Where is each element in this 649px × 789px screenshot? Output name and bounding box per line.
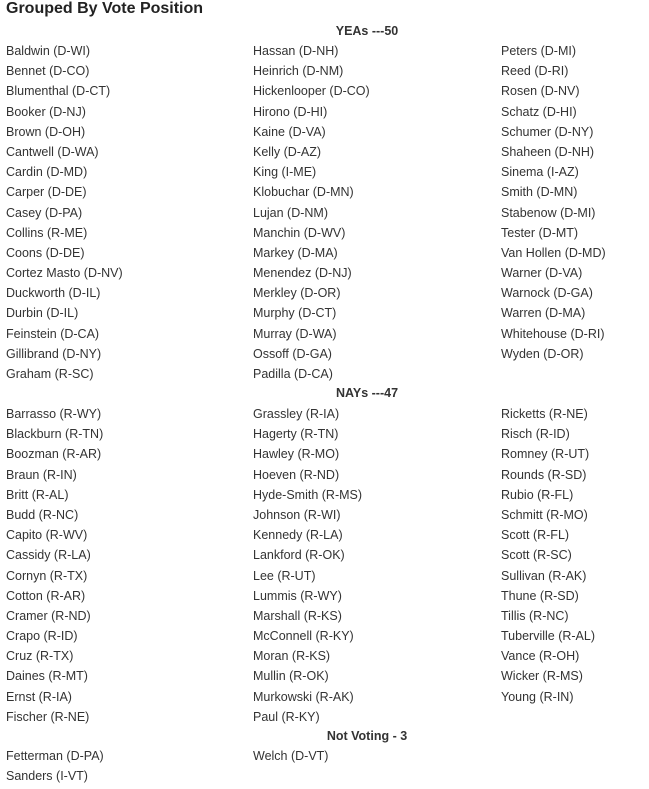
senator-name: Smith (D-MN) <box>501 185 578 200</box>
senator-name: Paul (R-KY) <box>253 709 320 724</box>
group-heading-nays: NAYs ---47 <box>335 386 399 400</box>
senator-name: Blackburn (R-TN) <box>6 427 104 442</box>
senator-name: Hirono (D-HI) <box>253 104 328 119</box>
senator-name: Manchin (D-WV) <box>253 225 346 240</box>
senator-name: Sinema (I-AZ) <box>501 165 579 180</box>
yeas-column-3 <box>501 41 649 364</box>
senator-name: Bennet (D-CO) <box>6 64 90 79</box>
senator-name: Warner (D-VA) <box>501 266 583 281</box>
senator-name: Budd (R-NC) <box>6 507 79 522</box>
senator-name: Menendez (D-NJ) <box>253 266 352 281</box>
senator-name: Collins (R-ME) <box>6 225 88 240</box>
senator-name: Capito (R-WV) <box>6 528 88 543</box>
senator-name: Moran (R-KS) <box>253 649 331 664</box>
senator-name: Young (R-IN) <box>501 689 574 704</box>
senator-name: Klobuchar (D-MN) <box>253 185 354 200</box>
group-heading-yeas: YEAs ---50 <box>335 24 399 38</box>
senator-name: Murkowski (R-AK) <box>253 689 354 704</box>
not-voting-column-1 <box>6 746 246 786</box>
senator-name: Tillis (R-NC) <box>501 608 569 623</box>
senator-name: Murphy (D-CT) <box>253 306 337 321</box>
senator-name: Warnock (D-GA) <box>501 286 593 301</box>
senator-name: Lummis (R-WY) <box>253 588 342 603</box>
senator-name: Hawley (R-MO) <box>253 447 340 462</box>
senator-name: Gillibrand (D-NY) <box>6 346 102 361</box>
senator-name: McConnell (R-KY) <box>253 629 354 644</box>
senator-name: Thune (R-SD) <box>501 588 579 603</box>
senator-name: Reed (D-RI) <box>501 64 569 79</box>
senator-name: Coons (D-DE) <box>6 245 85 260</box>
senator-name: Grassley (R-IA) <box>253 407 340 421</box>
senator-name: Markey (D-MA) <box>253 245 338 260</box>
senator-name: Rosen (D-NV) <box>501 84 580 99</box>
senator-name: Hyde-Smith (R-MS) <box>253 487 363 502</box>
senator-name: Vance (R-OH) <box>501 649 580 664</box>
senator-name: Cantwell (D-WA) <box>6 144 99 159</box>
yeas-column-2 <box>253 41 493 384</box>
senator-name: Romney (R-UT) <box>501 447 590 462</box>
senator-name: Hickenlooper (D-CO) <box>253 84 370 99</box>
senator-name: Graham (R-SC) <box>6 367 94 381</box>
senator-name: Sullivan (R-AK) <box>501 568 587 583</box>
group-heading-not-voting: Not Voting - 3 <box>326 729 408 743</box>
senator-name: Scott (R-SC) <box>501 548 572 563</box>
senator-name: Casey (D-PA) <box>6 205 83 220</box>
senator-name: Carper (D-DE) <box>6 185 87 200</box>
senator-name: Tuberville (R-AL) <box>501 629 596 644</box>
senator-name: Braun (R-IN) <box>6 467 77 482</box>
senator-name: Cruz (R-TX) <box>6 649 74 664</box>
senator-name: Peters (D-MI) <box>501 44 576 58</box>
senator-name: Tester (D-MT) <box>501 225 579 240</box>
senator-name: Schatz (D-HI) <box>501 104 577 119</box>
senator-name: Risch (R-ID) <box>501 427 570 442</box>
yeas-column-1 <box>6 41 246 384</box>
senator-name: Merkley (D-OR) <box>253 286 341 301</box>
senator-name: Feinstein (D-CA) <box>6 326 100 341</box>
senator-name: Schumer (D-NY) <box>501 124 594 139</box>
senator-name: Boozman (R-AR) <box>6 447 102 462</box>
senator-name: Daines (R-MT) <box>6 669 88 684</box>
senator-name: Lee (R-UT) <box>253 568 316 583</box>
senator-name: Cortez Masto (D-NV) <box>6 266 123 281</box>
page-title: Grouped By Vote Position <box>6 0 204 17</box>
senator-name: Ossoff (D-GA) <box>253 346 332 361</box>
senator-name: Marshall (R-KS) <box>253 608 342 623</box>
senator-name: King (I-ME) <box>253 165 317 180</box>
nays-column-1 <box>6 404 246 727</box>
senator-name: Wicker (R-MS) <box>501 669 583 684</box>
senator-name: Blumenthal (D-CT) <box>6 84 111 99</box>
senator-name: Cornyn (R-TX) <box>6 568 88 583</box>
senator-name: Baldwin (D-WI) <box>6 44 91 58</box>
senator-name: Kelly (D-AZ) <box>253 144 322 159</box>
senator-name: Johnson (R-WI) <box>253 507 341 522</box>
senator-name: Heinrich (D-NM) <box>253 64 344 79</box>
senator-name: Kennedy (R-LA) <box>253 528 343 543</box>
senator-name: Padilla (D-CA) <box>253 367 333 381</box>
senator-name: Scott (R-FL) <box>501 528 570 543</box>
senator-name: Shaheen (D-NH) <box>501 144 595 159</box>
senator-name: Barrasso (R-WY) <box>6 407 102 421</box>
senator-name: Cramer (R-ND) <box>6 608 91 623</box>
senator-name: Hassan (D-NH) <box>253 44 339 58</box>
not-voting-column-2 <box>253 746 493 766</box>
senator-name: Cardin (D-MD) <box>6 165 88 180</box>
senator-name: Fischer (R-NE) <box>6 709 90 724</box>
senator-name: Lankford (R-OK) <box>253 548 345 563</box>
nays-column-2 <box>253 404 493 727</box>
senator-name: Murray (D-WA) <box>253 326 337 341</box>
senator-name: Van Hollen (D-MD) <box>501 245 606 260</box>
senator-name: Wyden (D-OR) <box>501 346 584 361</box>
senator-name: Cassidy (R-LA) <box>6 548 91 563</box>
senator-name: Durbin (D-IL) <box>6 306 79 321</box>
senator-name: Whitehouse (D-RI) <box>501 326 605 341</box>
senator-name: Welch (D-VT) <box>253 749 329 763</box>
senator-name: Rounds (R-SD) <box>501 467 587 482</box>
senator-name: Ricketts (R-NE) <box>501 407 588 421</box>
senator-name: Cotton (R-AR) <box>6 588 86 603</box>
senator-name: Crapo (R-ID) <box>6 629 78 644</box>
senator-name: Mullin (R-OK) <box>253 669 329 684</box>
nays-column-3 <box>501 404 649 707</box>
senator-name: Fetterman (D-PA) <box>6 749 104 763</box>
senator-name: Hoeven (R-ND) <box>253 467 340 482</box>
senator-name: Hagerty (R-TN) <box>253 427 339 442</box>
senator-name: Sanders (I-VT) <box>6 769 88 784</box>
senator-name: Kaine (D-VA) <box>253 124 326 139</box>
senator-name: Rubio (R-FL) <box>501 487 574 502</box>
senator-name: Britt (R-AL) <box>6 487 69 502</box>
senator-name: Stabenow (D-MI) <box>501 205 596 220</box>
senator-name: Booker (D-NJ) <box>6 104 86 119</box>
senator-name: Duckworth (D-IL) <box>6 286 101 301</box>
senator-name: Lujan (D-NM) <box>253 205 329 220</box>
senator-name: Brown (D-OH) <box>6 124 86 139</box>
senator-name: Ernst (R-IA) <box>6 689 72 704</box>
senator-name: Warren (D-MA) <box>501 306 586 321</box>
senator-name: Schmitt (R-MO) <box>501 507 588 522</box>
